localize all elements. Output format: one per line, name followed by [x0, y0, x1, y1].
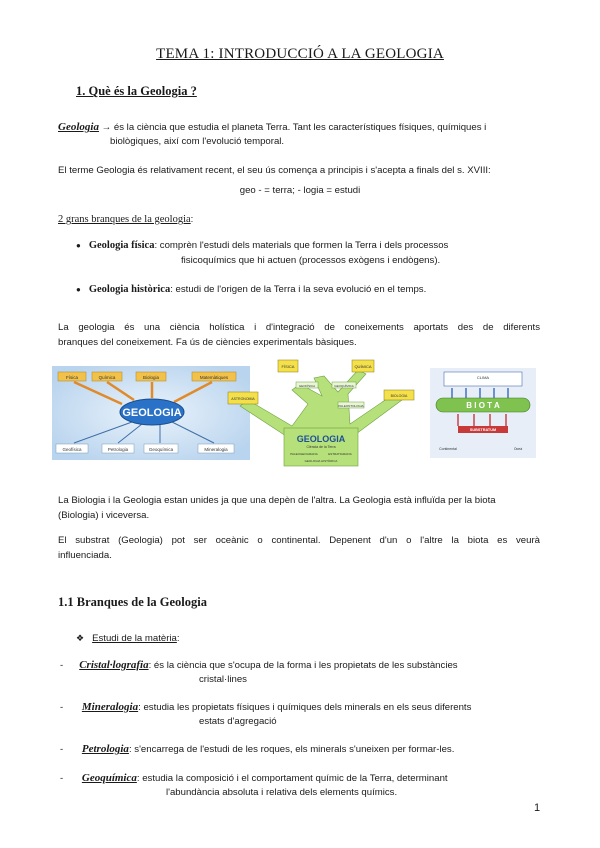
dash-bullet: - — [60, 702, 64, 713]
geology-sciences-diagram — [52, 366, 250, 460]
bullet-term: Geologia física — [88, 240, 155, 251]
page-number: 1 — [534, 802, 541, 814]
fig1-top-0: Física — [65, 375, 79, 380]
bullet-item-historical — [76, 282, 426, 298]
fig3-top: CLIMA — [476, 375, 490, 380]
biology-line-1: La Biologia i la Geologia estan unides ja que una depèn de l'altra. La Geologia està influïda per la biota — [58, 495, 496, 506]
section-heading-1 — [76, 84, 197, 99]
subsection-colon: : — [176, 633, 180, 644]
branch-text-cont: l'abundància absoluta i relativa dels elements químics. — [166, 787, 398, 798]
definition-line-2: biològiques, així com l'evolució temporal. — [110, 136, 285, 147]
bullet-item-physical — [76, 238, 448, 254]
fig3-bottom: SUBSTRATUM — [469, 428, 497, 432]
branch-term: Cristal·lografia — [79, 659, 149, 671]
branch-term: Geoquímica — [81, 772, 137, 784]
bullet-icon: ● — [76, 241, 81, 250]
biology-line-2: (Biologia) i viceversa. — [58, 510, 150, 521]
term-paragraph: El terme Geologia és relativament recent, el seu ús comença a principis i s'acepta a finals del s. XVIII: — [58, 165, 491, 176]
fig3-side-left: Continental — [439, 447, 457, 451]
substrate-line-2: influenciada. — [58, 550, 112, 561]
branch-text: : estudia la composició i el comportament químic de la Terra, determinant — [136, 773, 448, 784]
fig2-top-1: QUÍMICA — [354, 364, 372, 369]
holistic-line-1: La geologia és una ciència holística i d'integració de coneixements aportats des de diferents — [58, 322, 540, 333]
definition-line-1: és la ciència que estudia el planeta Terra. Tant les característiques físiques, químiques i — [111, 122, 487, 133]
section-heading-1-text: 1. Què és la Geologia ? — [76, 84, 197, 98]
branches-title-colon: : — [190, 214, 194, 225]
branches-title-text: 2 grans branques de la geologia — [58, 214, 191, 225]
geology-tree-diagram — [226, 354, 416, 470]
subsection-study-of-matter — [76, 630, 180, 647]
fig2-base2: GEOLOGIA HISTÒRICA — [304, 459, 338, 463]
bullet-text: : estudi de l'origen de la Terra i la seva evolució en el temps. — [170, 284, 427, 295]
page-title: TEMA 1: INTRODUCCIÓ A LA GEOLOGIA — [156, 46, 444, 62]
fig3-side-right: Oceà — [513, 447, 523, 451]
bullet-icon: ● — [76, 285, 81, 294]
fig2-right: BIOLOGIA — [390, 394, 408, 398]
fig1-top-2: Biologia — [142, 375, 160, 380]
dash-bullet: - — [60, 773, 64, 784]
fig2-top-0: FÍSICA — [281, 364, 295, 369]
fig2-tag-0: GEOFÍSICA — [298, 384, 316, 388]
substrate-line-1: El substrat (Geologia) pot ser oceànic o continental. Depenent d'un o l'altre la biota es veurà — [58, 535, 540, 546]
fig1-bottom-0: Geofísica — [62, 447, 82, 452]
arrow-icon: → — [101, 122, 112, 133]
bullet-term: Geologia històrica — [88, 284, 171, 295]
fig1-top-3: Matemàtiques — [199, 375, 229, 380]
fig2-tag-2: PALEONTOLOGIA — [338, 404, 364, 408]
dash-bullet: - — [60, 744, 64, 755]
branch-item-crystallography — [60, 657, 458, 674]
fig1-bottom-1: Petrologia — [107, 447, 129, 452]
diamond-bullet-icon: ❖ — [76, 633, 85, 643]
fig2-base-0: PALEOGEOGRAFIA — [290, 452, 318, 456]
fig2-tag-1: GEOQUÍMICA — [334, 384, 354, 388]
branch-text-cont: cristal·lines — [199, 674, 247, 685]
branch-text: : s'encarrega de l'estudi de les roques, els minerals s'uneixen per formar-les. — [128, 744, 455, 755]
fig3-center: B I O T A — [466, 401, 500, 410]
fig1-bottom-2: Geoquímica — [148, 447, 174, 452]
definition-term: Geologia — [58, 121, 99, 133]
fig2-base-1: ESTRATIGRAFIA — [328, 452, 352, 456]
fig2-left: ASTRONOMIA — [231, 397, 255, 401]
fig1-top-1: Química — [98, 375, 116, 380]
branch-term: Mineralogia — [81, 701, 139, 713]
etymology-line: geo - = terra; - logia = estudi — [239, 185, 361, 196]
branch-text-cont: estats d'agregació — [199, 716, 277, 727]
fig1-center-label: GEOLOGIA — [122, 407, 182, 419]
bullet-text: : comprèn l'estudi dels materials que formen la Terra i dels processos — [154, 240, 449, 251]
branch-text: : és la ciència que s'ocupa de la forma i les propietats de les substàncies — [148, 660, 458, 671]
holistic-line-2: branques del coneixement. Fa ús de ciències experimentals bàsiques. — [58, 337, 357, 348]
biota-diagram — [430, 368, 536, 458]
branches-title — [58, 212, 193, 228]
fig2-subtitle: Ciència de la Terra — [306, 445, 336, 449]
fig2-center: GEOLOGIA — [296, 434, 346, 444]
subsection-label: Estudi de la matèria — [92, 633, 177, 644]
bullet-text-cont: fisicoquímics que hi actuen (processos exògens i endògens). — [181, 255, 441, 266]
branch-item-petrology — [60, 741, 454, 758]
section-heading-1-1: 1.1 Branques de la Geologia — [58, 595, 207, 609]
fig1-bottom-3: Mineralogia — [204, 447, 228, 452]
branch-term: Petrologia — [81, 743, 129, 755]
branch-text: : estudia les propietats físiques i químiques dels minerals en els seus diferents — [138, 702, 472, 713]
dash-bullet: - — [60, 660, 64, 671]
